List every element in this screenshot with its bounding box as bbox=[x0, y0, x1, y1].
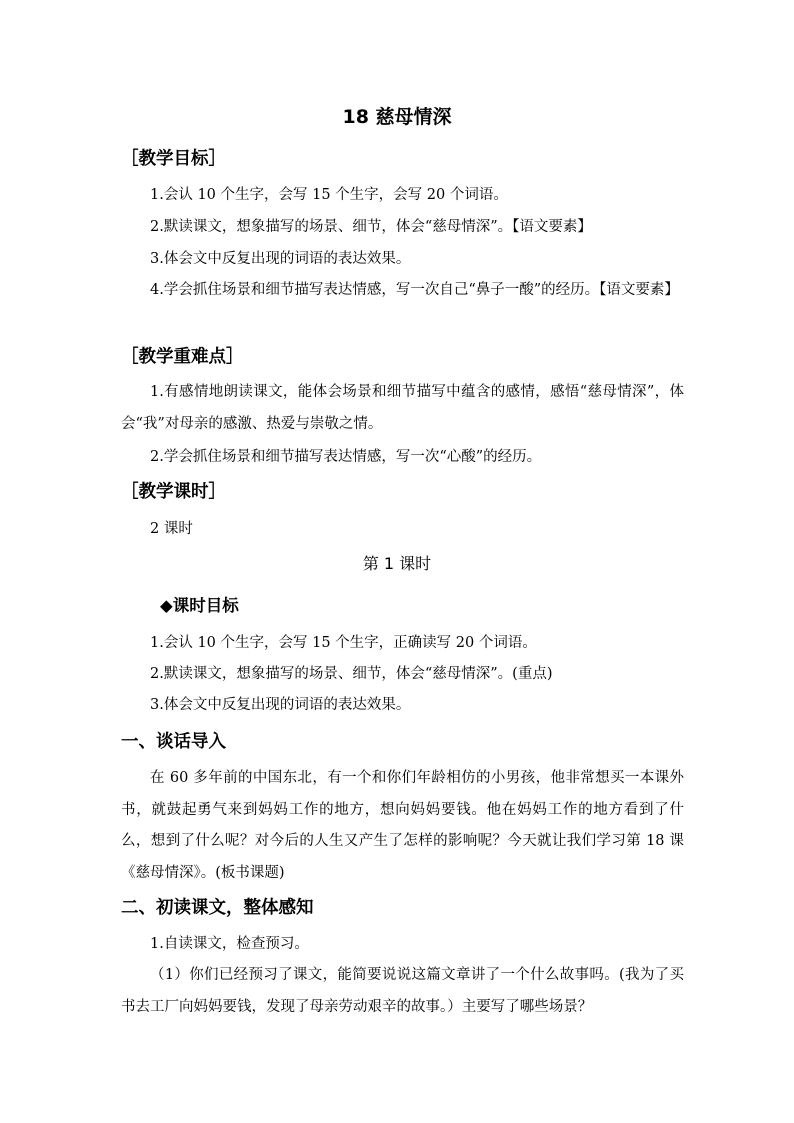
part1-heading: 一、谈话导入 bbox=[121, 732, 226, 752]
lesson-goal-item: 1.会认 10 个生字，会写 15 个生字，正确读写 20 个词语。 bbox=[150, 635, 537, 651]
objective-item: 4.学会抓住场景和细节描写表达情感，写一次自己“鼻子一酸”的经历。【语文要素】 bbox=[150, 282, 679, 298]
part1-text: 在 60 多年前的中国东北，有一个和你们年龄相仿的小男孩，他非常想买一本课外书，就鼓起勇气来到妈妈工作的地方，想向妈妈要钱。他在妈妈工作的地方看到了什么，想到了什么呢？对今后的人生又产生了怎样的影响呢？今天就让我们学习第 18 课《慈母情深》。(板书课题) bbox=[121, 770, 684, 881]
lesson-heading: 第 1 课时 bbox=[362, 554, 432, 573]
lesson-goal-item: 2.默读课文，想象描写的场景、细节，体会“慈母情深”。(重点) bbox=[150, 666, 553, 682]
key-point-item: 2.学会抓住场景和细节描写表达情感，写一次“心酸”的经历。 bbox=[150, 449, 542, 465]
part2-step: 1.自读课文，检查预习。 bbox=[150, 936, 309, 952]
objective-item: 3.体会文中反复出现的词语的表达效果。 bbox=[150, 251, 411, 267]
periods-value: 2 课时 bbox=[150, 521, 193, 537]
part2-heading: 二、初读课文，整体感知 bbox=[121, 898, 314, 918]
objective-item: 2.默读课文，想象描写的场景、细节，体会“慈母情深”。【语文要素】 bbox=[150, 219, 592, 235]
key-point-item: 1.有感情地朗读课文，能体会场景和细节描写中蕴含的感情，感悟“慈母情深”，体会“我”对母亲的感激、热爱与崇敬之情。 bbox=[121, 384, 684, 432]
objectives-heading: ［教学目标］ bbox=[121, 149, 226, 169]
lesson-goal-item: 3.体会文中反复出现的词语的表达效果。 bbox=[150, 697, 411, 713]
lesson-goals-heading: ◆课时目标 bbox=[160, 596, 239, 615]
objective-item: 1.会认 10 个生字，会写 15 个生字，会写 20 个词语。 bbox=[150, 187, 508, 203]
key-points-heading: ［教学重难点］ bbox=[121, 347, 244, 367]
part2-question: （1）你们已经预习了课文，能简要说说这篇文章讲了一个什么故事吗。(我为了买书去工厂向妈妈要钱，发现了母亲劳动艰辛的故事。）主要写了哪些场景？ bbox=[121, 967, 684, 1015]
periods-heading: ［教学课时］ bbox=[121, 482, 226, 502]
page-title: 18 慈母情深 bbox=[342, 106, 452, 128]
